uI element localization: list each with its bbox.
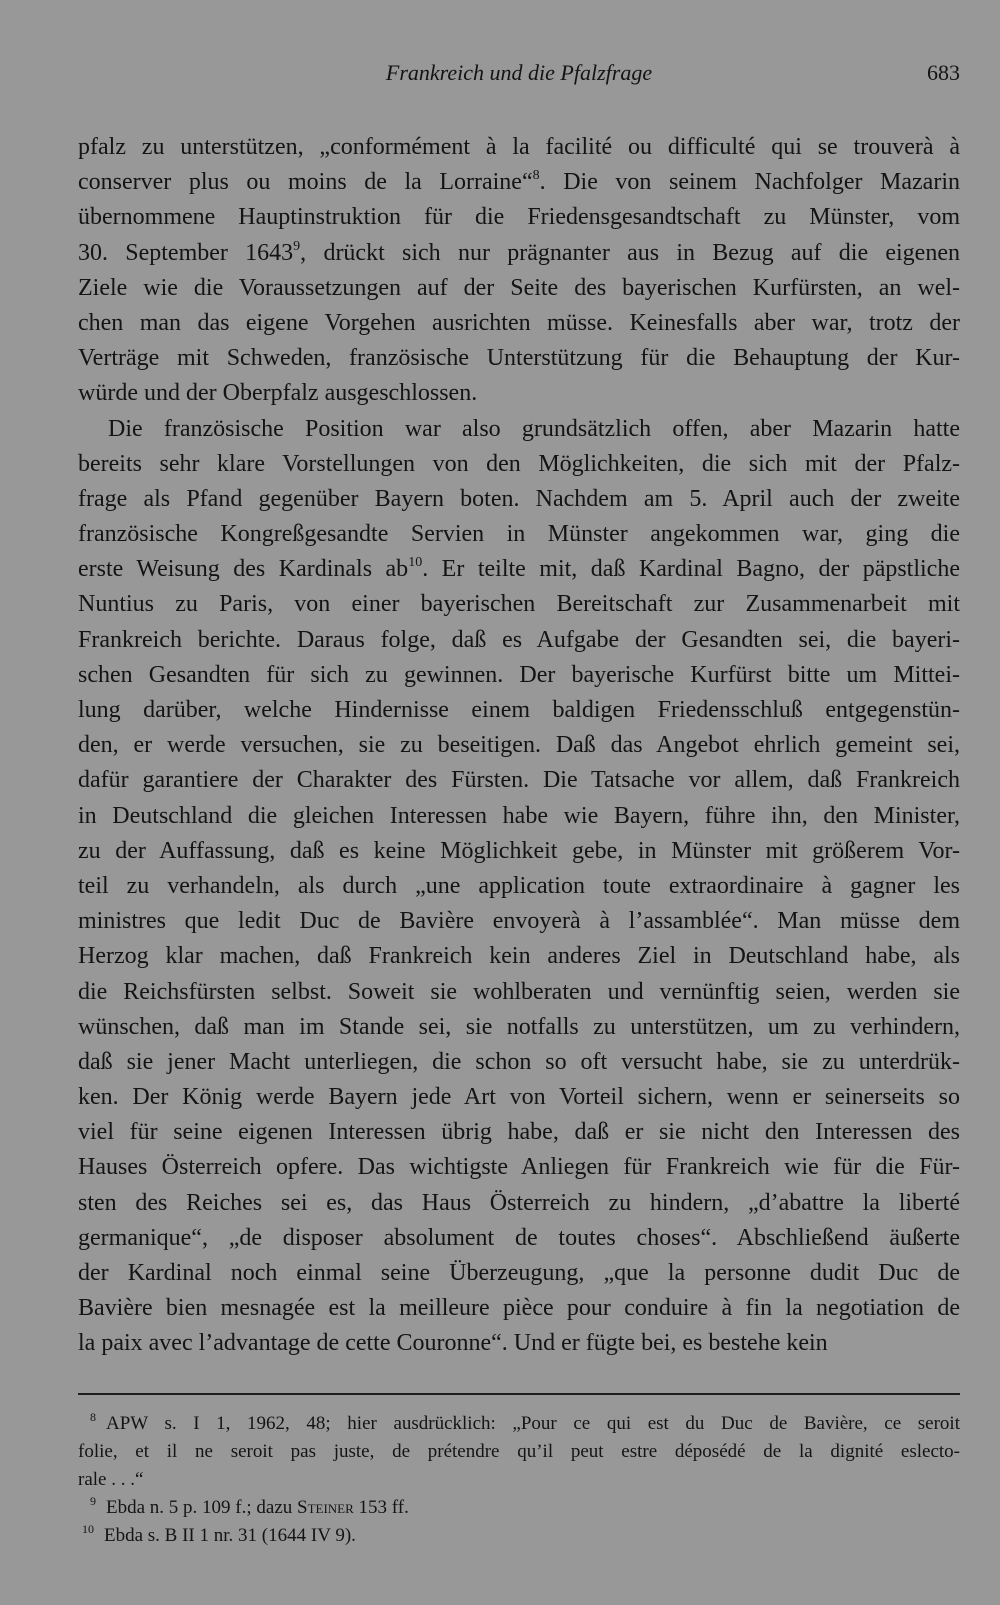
footnote-reference[interactable]: 10 [408, 555, 423, 571]
text-line [78, 904, 960, 939]
text-segment: germanique“, „de disposer absolument de toutes choses“. Abschließend äußerte [78, 1224, 960, 1251]
text-segment: zu der Auffassung, daß es keine Möglichkeit gebe, in Münster mit größerem Vor- [78, 837, 960, 864]
text-segment: dafür garantiere der Charakter des Fürsten. Die Tatsache vor allem, daß Frankreich [78, 767, 960, 794]
text-segment: ministres que ledit Duc de Bavière envoyerà à l’assamblée“. Man müsse dem [78, 908, 960, 935]
text-segment: la paix avec l’advantage de cette Couronne“. Und er fügte bei, es bestehe kein [78, 1330, 828, 1357]
text-line [78, 412, 960, 447]
text-segment: ken. Der König werde Bayern jede Art von Vorteil sichern, wenn er seinerseits so [78, 1084, 960, 1111]
text-line [78, 1010, 960, 1045]
text-segment: Nuntius zu Paris, von einer bayerischen Bereitschaft zur Zusammenarbeit mit [78, 591, 960, 618]
text-line [78, 1150, 960, 1185]
text-segment: in Deutschland die gleichen Interessen habe wie Bayern, führe ihn, den Minister, [78, 802, 960, 829]
text-line [78, 165, 960, 200]
text-segment: übernommene Hauptinstruktion für die Friedensgesandtschaft zu Münster, vom [78, 204, 960, 231]
footnote-8-continued: folie, et il ne seroit pas juste, de prétendre qu’il peut estre déposédé de la dignité eslecto- [78, 1441, 960, 1462]
text-line [78, 1186, 960, 1221]
text-line [78, 799, 960, 834]
text-segment: teil zu verhandeln, als durch „une application toute extraordinaire à gagner les [78, 872, 960, 899]
running-title: Frankreich und die Pfalzfrage [385, 60, 653, 85]
text-line [78, 236, 960, 271]
footnote-number: 10 [82, 1522, 94, 1536]
footnote-8-end: rale . . .“ [78, 1469, 144, 1490]
text-segment: würde und der Oberpfalz ausgeschlossen. [78, 380, 478, 407]
text-line [78, 834, 960, 869]
text-segment: wünschen, daß man im Stande sei, sie notfalls zu unterstützen, um zu verhindern, [78, 1013, 960, 1040]
text-line [78, 939, 960, 974]
footnote-9 [78, 1494, 960, 1522]
text-line [78, 1221, 960, 1256]
text-line [78, 623, 960, 658]
text-segment: Verträge mit Schweden, französische Unterstützung für die Behauptung der Kur- [78, 345, 960, 372]
text-segment: chen man das eigene Vorgehen ausrichten müsse. Keinesfalls aber war, trotz der [78, 309, 960, 336]
text-segment: Ziele wie die Voraussetzungen auf der Seite des bayerischen Kurfürsten, an wel- [78, 274, 960, 301]
text-segment: schen Gesandten für sich zu gewinnen. Der bayerische Kurfürst bitte um Mittei- [78, 661, 960, 688]
text-segment: , drückt sich nur prägnanter aus in Bezug auf die eigenen [300, 239, 960, 266]
footnote-text: Ebda s. B II 1 nr. 31 (1644 IV 9). [104, 1525, 356, 1546]
text-line [78, 482, 960, 517]
text-segment: französische Kongreßgesandte Servien in Münster angekommen war, ging die [78, 521, 960, 548]
footnote-10 [78, 1522, 960, 1550]
footnote-text: APW s. I 1, 1962, 48; hier ausdrücklich: „Pour ce qui est du Duc de Bavière, ce seroit [106, 1413, 960, 1434]
text-line [78, 1045, 960, 1080]
text-line [78, 763, 960, 798]
text-line [78, 517, 960, 552]
text-segment: Herzog klar machen, daß Frankreich kein anderes Ziel in Deutschland habe, als [78, 943, 960, 970]
page-number: 683 [927, 60, 960, 85]
text-segment: erste Weisung des Kardinals ab [78, 556, 409, 583]
footnote-text: Ebda n. 5 p. 109 f.; dazu [106, 1497, 298, 1518]
text-segment: Bavière bien mesnagée est la meilleure pièce pour conduire à fin la negotiation de [78, 1295, 960, 1322]
text-line [78, 869, 960, 904]
text-line [78, 587, 960, 622]
text-segment: viel für seine eigenen Interessen übrig habe, daß er sie nicht den Interessen des [78, 1119, 960, 1146]
text-segment: Hauses Österreich opfere. Das wichtigste Anliegen für Frankreich wie für die Für- [78, 1154, 960, 1181]
text-line [78, 271, 960, 306]
text-segment: pfalz zu unterstützen, „conformément à la facilité ou difficulté qui se trouverà à [78, 134, 960, 160]
text-line [78, 1080, 960, 1115]
text-segment: 30. September 1643 [78, 239, 294, 266]
text-segment: lung darüber, welche Hindernisse einem baldigen Friedensschluß entgegenstün- [78, 697, 960, 723]
footnote-reference[interactable]: 9 [293, 238, 301, 254]
footnote-8 [78, 1410, 960, 1438]
footnote-text: 153 ff. [353, 1497, 409, 1518]
text-segment: den, er werde versuchen, sie zu beseitigen. Daß das Angebot ehrlich gemeint sei, [78, 732, 960, 759]
text-line [78, 693, 960, 728]
footnote-number: 9 [90, 1494, 96, 1508]
text-segment: daß sie jener Macht unterliegen, die schon so oft versucht habe, sie zu unterdrük- [78, 1048, 960, 1075]
running-header [78, 60, 960, 94]
footnotes [78, 1410, 960, 1550]
footnote-author: Steiner [297, 1497, 354, 1518]
body-text [78, 130, 960, 1362]
text-line [78, 341, 960, 376]
text-line [78, 658, 960, 693]
text-line [78, 447, 960, 482]
text-line [78, 130, 960, 165]
text-segment: conserver plus ou moins de la Lorraine“ [78, 169, 533, 196]
text-line [78, 1326, 960, 1361]
text-segment: der Kardinal noch einmal seine Überzeugung, „que la personne dudit Duc de [78, 1260, 960, 1286]
text-segment: Frankreich berichte. Daraus folge, daß es Aufgabe der Gesandten sei, die bayeri- [78, 626, 960, 653]
footnote-number: 8 [90, 1410, 96, 1424]
text-segment: bereits sehr klare Vorstellungen von den Möglichkeiten, die sich mit der Pfalz- [78, 450, 960, 477]
text-segment: . Die von seinem Nachfolger Mazarin [539, 169, 960, 196]
text-segment: frage als Pfand gegenüber Bayern boten. Nachdem am 5. April auch der zweite [78, 485, 960, 512]
text-line [78, 306, 960, 341]
footnote-rule [78, 1393, 960, 1395]
text-line [78, 200, 960, 235]
text-segment: sten des Reiches sei es, das Haus Österreich zu hindern, „d’abattre la liberté [78, 1189, 960, 1216]
text-line [78, 975, 960, 1010]
text-line [78, 1256, 960, 1291]
text-line [78, 376, 960, 411]
text-segment: . Er teilte mit, daß Kardinal Bagno, der päpstliche [422, 556, 960, 583]
text-line [78, 1291, 960, 1326]
text-line [78, 1115, 960, 1150]
text-line [78, 552, 960, 587]
footnote-reference[interactable]: 8 [532, 168, 540, 184]
text-segment: die Reichsfürsten selbst. Soweit sie wohlberaten und vernünftig seien, werden sie [78, 978, 960, 1005]
text-segment: Die französische Position war also grundsätzlich offen, aber Mazarin hatte [108, 415, 960, 442]
text-line [78, 728, 960, 763]
